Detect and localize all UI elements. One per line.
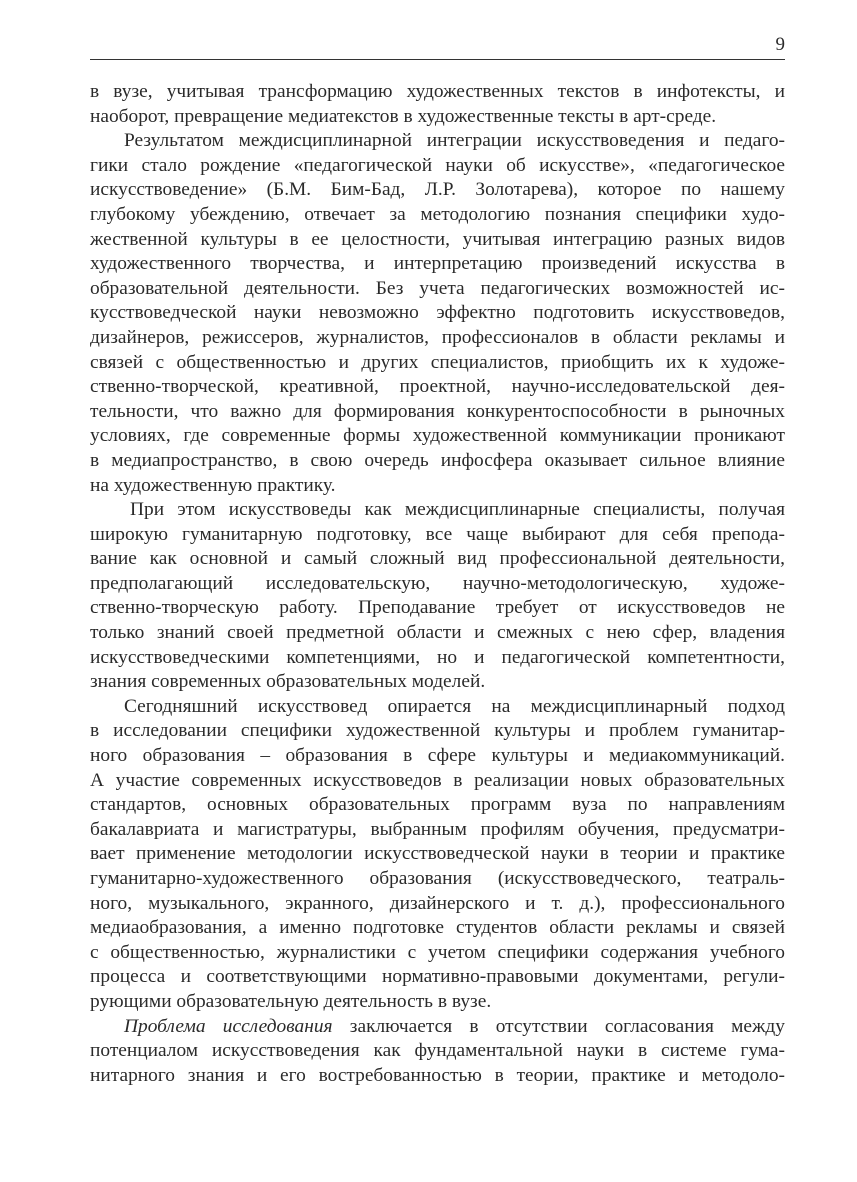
text-line: знания современных образовательных моделей.: [90, 671, 486, 693]
text-line: широкую гуманитарную подготовку, все чаще выбирают для себя препода-: [90, 523, 785, 545]
text-line: рующими образовательную деятельность в вузе.: [90, 990, 492, 1012]
paragraph-5: [90, 1015, 785, 1089]
text-line: ного, музыкального, экранного, дизайнерского и т. д.), профессионального: [90, 892, 785, 914]
text-line: связей с общественностью и других специалистов, приобщить их к художе-: [90, 351, 785, 373]
text-line: художественного творчества, и интерпретацию произведений искусства в: [90, 253, 785, 275]
text-line: потенциалом искусствоведения как фундаментальной науки в системе гума-: [90, 1040, 785, 1062]
text-line: стандартов, основных образовательных программ вуза по направлениям: [90, 794, 785, 816]
paragraph-2: [90, 129, 785, 498]
text-line: глубокому убеждению, отвечает за методологию познания специфики худо-: [90, 203, 785, 225]
text-line: тельности, что важно для формирования конкурентоспособности в рыночных: [90, 400, 785, 422]
text-line: нитарного знания и его востребованностью в теории, практике и методоло-: [90, 1064, 785, 1086]
text-line: с общественностью, журналистики с учетом специфики содержания учебного: [90, 941, 785, 963]
text-line: наоборот, превращение медиатекстов в художественные тексты в арт-среде.: [90, 105, 717, 127]
text-line: образовательной деятельности. Без учета педагогических возможностей ис-: [90, 277, 785, 299]
text-line: искусствоведение» (Б.М. Бим-Бад, Л.Р. Золотарева), которое по нашему: [90, 179, 785, 201]
text-line: условиях, где современные формы художественной коммуникации проникают: [90, 425, 785, 447]
text-line: в вузе, учитывая трансформацию художественных текстов в инфотексты, и: [90, 81, 785, 102]
text-line: [90, 1015, 785, 1040]
text-line: в исследовании специфики художественной культуры и проблем гуманитар-: [90, 720, 785, 742]
research-problem-term: Проблема исследования: [124, 1015, 333, 1037]
text-line: гуманитарно-художественного образования (искусствоведческого, театраль-: [90, 868, 785, 889]
text-line: гики стало рождение «педагогической науки об искусстве», «педагогическое: [90, 154, 785, 176]
text-line: А участие современных искусствоведов в реализации новых образовательных: [90, 769, 785, 791]
text-line: Результатом междисциплинарной интеграции искусствоведения и педаго-: [124, 130, 785, 152]
text-line: кусствоведческой науки невозможно эффектно подготовить искусствоведов,: [90, 302, 785, 324]
text-line: на художественную практику.: [90, 474, 336, 496]
text-line: жественной культуры в ее целостности, учитывая интеграцию разных видов: [90, 228, 785, 250]
text-line: предполагающий исследовательскую, научно-методологическую, художе-: [90, 572, 785, 594]
text-line: Сегодняшний искусствовед опирается на междисциплинарный подход: [124, 695, 785, 717]
text-line: ственно-творческую работу. Преподавание требует от искусствоведов не: [90, 597, 785, 619]
text-line: бакалавриата и магистратуры, выбранным профилям обучения, предусматри-: [90, 818, 785, 840]
paragraph-3: [90, 498, 785, 695]
text-line: ственно-творческой, креативной, проектной, научно-исследовательской дея-: [90, 376, 785, 398]
text-body: [90, 80, 785, 1088]
text-line: дизайнеров, режиссеров, журналистов, профессионалов в области рекламы и: [90, 326, 785, 348]
text-line: вание как основной и самый сложный вид профессиональной деятельности,: [90, 548, 785, 570]
text-line: процесса и соответствующими нормативно-правовыми документами, регули-: [90, 966, 785, 988]
text-line: в медиапространство, в свою очередь инфосфера оказывает сильное влияние: [90, 449, 785, 471]
text-line: только знаний своей предметной области и смежных с нею сфер, владения: [90, 622, 785, 644]
paragraph-1: [90, 80, 785, 129]
paragraph-4: [90, 695, 785, 1015]
page-number: 9: [775, 34, 785, 55]
text-line: искусствоведческими компетенциями, но и педагогической компетентности,: [90, 646, 785, 668]
text-line: вает применение методологии искусствоведческой науки в теории и практике: [90, 843, 785, 865]
text-line: При этом искусствоведы как междисциплинарные специалисты, получая: [130, 499, 785, 521]
text-line: медиаобразования, а именно подготовке студентов области рекламы и связей: [90, 917, 785, 939]
text-line-rest: заключается в отсутствии согласования между: [332, 1015, 785, 1037]
header-rule: [90, 59, 785, 60]
text-line: ного образования – образования в сфере культуры и медиакоммуникаций.: [90, 745, 785, 767]
